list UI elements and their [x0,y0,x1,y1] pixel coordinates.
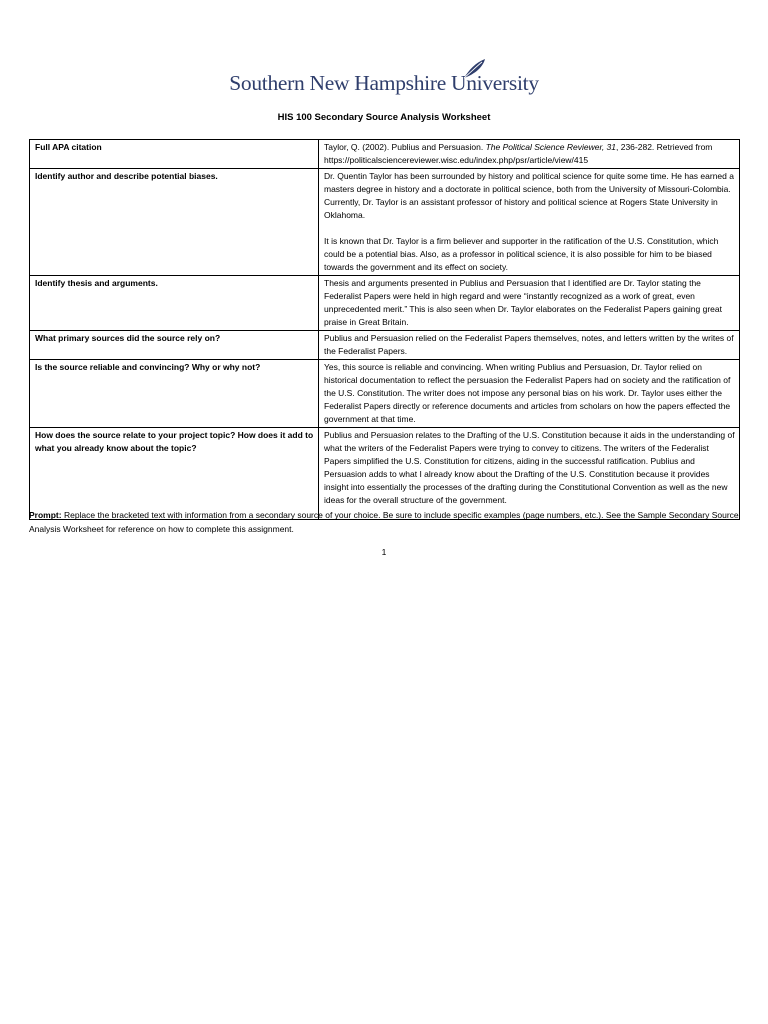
row-question: Identify author and describe potential biases. [30,169,319,276]
worksheet-table [29,139,740,520]
row-question: Full APA citation [30,140,319,169]
prompt-label: Prompt: [29,510,62,520]
table-row [30,360,740,428]
table-row [30,331,740,360]
row-question: Is the source reliable and convincing? Why or why not? [30,360,319,428]
worksheet-title: HIS 100 Secondary Source Analysis Worksheet [277,112,491,123]
prompt-instructions [29,509,741,536]
citation-text: Taylor, Q. (2002). Publius and Persuasion. [324,142,486,152]
logo-text: Southern New Hampshire University [229,71,539,95]
table-row [30,140,740,169]
university-logo [0,64,768,96]
page-number: 1 [381,547,387,557]
answer-cell: Yes, this source is reliable and convincing. When writing Publius and Persuasion, Dr. Taylor relied on historical documentation to reflect the persuasion the Federalist Papers had on society and the ratification of the U.S. Constitution. The writer does not impose any personal bias on his work. Dr. Taylor uses either the Federalist Papers directly or reference documents and articles from scholars on how the papers effected the government at that time. [319,360,740,428]
row-question: How does the source relate to your project topic? How does it add to what you already know about the topic? [30,428,319,520]
leaf-icon [461,58,487,80]
table-row [30,428,740,520]
answer-cell: Thesis and arguments presented in Publius and Persuasion that I identified are Dr. Taylor stating the Federalist Papers were held in high regard and were “instantly recognized as a work of great, even unprecedented merit.” This is also seen when Dr. Taylor elaborates on the Federalist Papers gaining great praise in Great Britain. [319,276,740,331]
table-row [30,276,740,331]
answer-paragraph: Dr. Quentin Taylor has been surrounded by history and political science for quite some time. He has earned a masters degree in history and a doctorate in political science, both from the University of Missouri-Colombia. Currently, Dr. Taylor is an assistant professor of history and political science at Rogers State University in Oklahoma. [324,171,734,220]
row-question: Identify thesis and arguments. [30,276,319,331]
citation-tail: , 236-282. Retrieved from https://politicalsciencereviewer.wisc.edu/index.php/psr/article/view/415 [324,142,713,165]
citation-cell [319,140,740,169]
answer-cell: Publius and Persuasion relied on the Federalist Papers themselves, notes, and letters written by the writes of the Federalist Papers. [319,331,740,360]
row-question: What primary sources did the source rely on? [30,331,319,360]
paragraph-gap [324,222,735,235]
journal-title: The Political Science Reviewer, 31 [485,142,616,152]
prompt-text: Replace the bracketed text with information from a secondary source of your choice. Be sure to include specific examples (page numbers, etc.). See the Sample Secondary Source Analysis Worksheet for reference on how to complete this assignment. [29,510,739,534]
table-row [30,169,740,276]
answer-cell [319,169,740,276]
answer-paragraph: It is known that Dr. Taylor is a firm believer and supporter in the ratification of the U.S. Constitution, which could be a potential bias. Also, as a professor in political science, it is also possible for him to be biased towards the government and its effect on society. [324,236,719,272]
answer-cell: Publius and Persuasion relates to the Drafting of the U.S. Constitution because it aids in the understanding of what the writers of the Federalist Papers were trying to convey to citizens. The writers of the Federalist Papers simplified the U.S. Constitution for citizens, aiding in the successful ratification. Publius and Persuasion adds to what I already know about the Drafting of the U.S. Constitution because it provides insight into essentially the processes of the drafting during the Constitutional Convention as well as the new ideas for the overall structure of the government. [319,428,740,520]
